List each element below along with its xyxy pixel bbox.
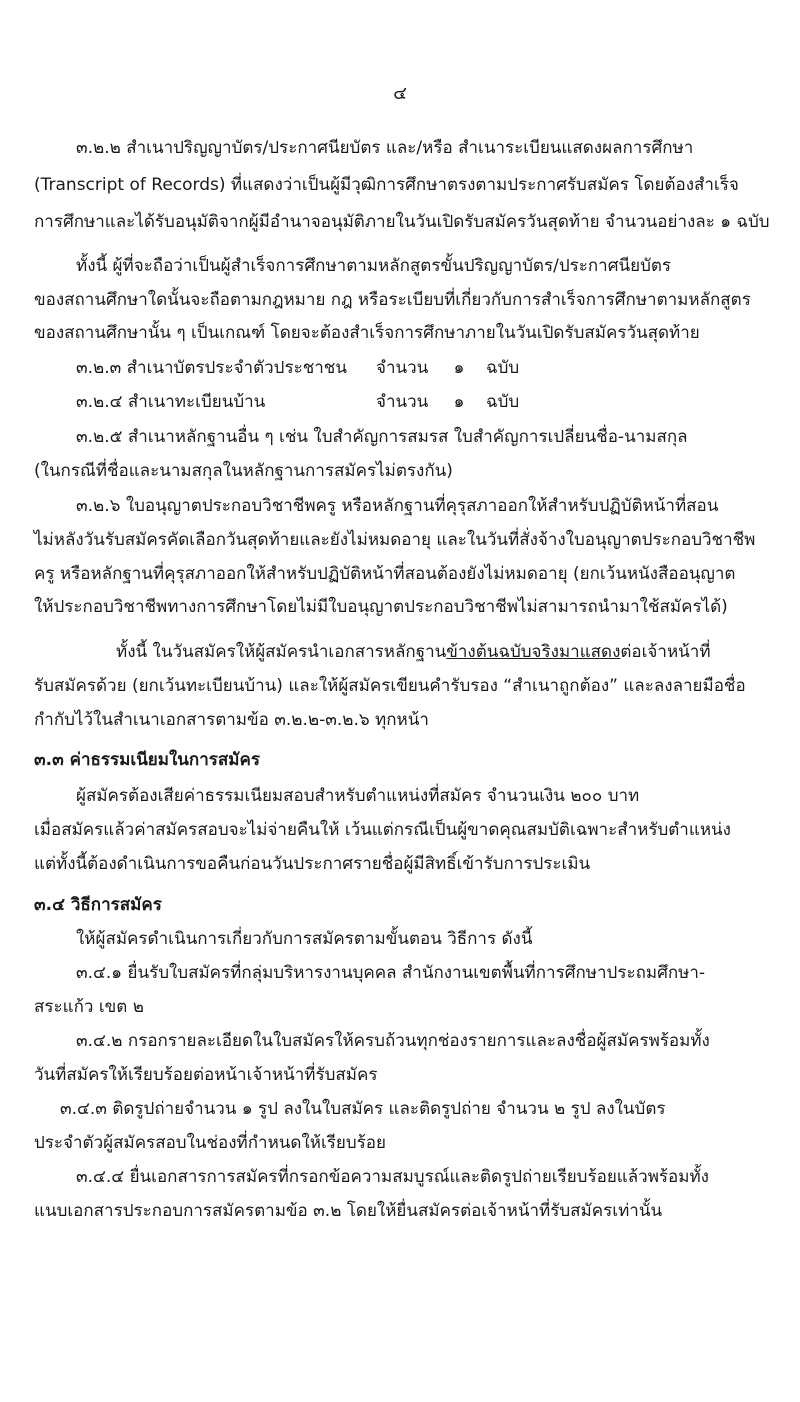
page-number: ๔: [393, 83, 407, 104]
sec-3-2-6-line-2: ไม่หลังวันรับสมัครคัดเลือกวันสุดท้ายและยังไม่หมดอายุ และในวันที่สั่งจ้างใบอนุญาตประกอบวิชาชีพ: [34, 530, 756, 550]
sec-3-2-2-line-2: (Transcript of Records) ที่แสดงว่าเป็นผู้มีวุฒิการศึกษาตรงตามประกาศรับสมัคร โดยต้องสำเร็จ: [34, 175, 739, 195]
note-2-underlined: ข้างต้นฉบับจริงมาแสดง: [446, 642, 621, 662]
sec-3-2-3-unit: ฉบับ: [486, 358, 520, 378]
sec-3-4-4-line-2: แนบเอกสารประกอบการสมัครตามข้อ ๓.๒ โดยให้ยื่นสมัครต่อเจ้าหน้าที่รับสมัครเท่านั้น: [34, 1201, 663, 1221]
sec-3-3-heading: ๓.๓ ค่าธรรมเนียมในการสมัคร: [34, 750, 260, 770]
sec-3-2-5-line-1: ๓.๒.๕ สำเนาหลักฐานอื่น ๆ เช่น ใบสำคัญการสมรส ใบสำคัญการเปลี่ยนชื่อ-นามสกุล: [76, 427, 688, 447]
sec-3-2-4-num: ๑: [453, 392, 465, 412]
sec-3-3-line-2: เมื่อสมัครแล้วค่าสมัครสอบจะไม่จ่ายคืนให้ เว้นแต่กรณีเป็นผู้ขาดคุณสมบัติเฉพาะสำหรับตำแหน่ง: [34, 820, 731, 840]
note-2-line-1: [116, 640, 711, 664]
sec-3-4-heading: ๓.๔ วิธีการสมัคร: [34, 895, 162, 915]
sec-3-2-3-num: ๑: [453, 358, 465, 378]
sec-3-2-4-row: [76, 390, 519, 414]
sec-3-2-6-line-1: ๓.๒.๖ ใบอนุญาตประกอบวิชาชีพครู หรือหลักฐานที่คุรุสภาออกให้สำหรับปฏิบัติหน้าที่สอน: [76, 496, 719, 516]
sec-3-4-2-line-2: วันที่สมัครให้เรียบร้อยต่อหน้าเจ้าหน้าที่รับสมัคร: [34, 1065, 378, 1085]
note-1-line-2: ของสถานศึกษาใดนั้นจะถือตามกฎหมาย กฎ หรือระเบียบที่เกี่ยวกับการสำเร็จการศึกษาตามหลักสูตร: [34, 290, 751, 310]
sec-3-2-6-line-4: ให้ประกอบวิชาชีพทางการศึกษาโดยไม่มีใบอนุญาตประกอบวิชาชีพไม่สามารถนำมาใช้สมัครได้): [34, 597, 728, 617]
note-1-line-3: ของสถานศึกษานั้น ๆ เป็นเกณฑ์ โดยจะต้องสำเร็จการศึกษาภายในวันเปิดรับสมัครวันสุดท้าย: [34, 323, 700, 343]
sec-3-4-2-line-1: ๓.๔.๒ กรอกรายละเอียดในใบสมัครให้ครบถ้วนทุกช่องรายการและลงชื่อผู้สมัครพร้อมทั้ง: [76, 1031, 710, 1051]
sec-3-4-1-line-1: ๓.๔.๑ ยื่นรับใบสมัครที่กลุ่มบริหารงานบุคคล สำนักงานเขตพื้นที่การศึกษาประถมศึกษา-: [76, 963, 706, 983]
sec-3-4-intro: ให้ผู้สมัครดำเนินการเกี่ยวกับการสมัครตามขั้นตอน วิธีการ ดังนี้: [76, 929, 533, 949]
sec-3-2-2-line-1: ๓.๒.๒ สำเนาปริญญาบัตร/ประกาศนียบัตร และ/หรือ สำเนาระเบียนแสดงผลการศึกษา: [76, 138, 694, 158]
sec-3-3-line-3: แต่ทั้งนี้ต้องดำเนินการขอคืนก่อนวันประกาศรายชื่อผู้มีสิทธิ์เข้ารับการประเมิน: [34, 854, 591, 874]
sec-3-2-3-qty: จำนวน: [376, 358, 429, 378]
sec-3-4-3-line-2: ประจำตัวผู้สมัครสอบในช่องที่กำหนดให้เรียบร้อย: [34, 1133, 386, 1153]
note-1-line-1: ทั้งนี้ ผู้ที่จะถือว่าเป็นผู้สำเร็จการศึกษาตามหลักสูตรขั้นปริญญาบัตร/ประกาศนียบัตร: [76, 256, 672, 276]
note-2-line-2: รับสมัครด้วย (ยกเว้นทะเบียนบ้าน) และให้ผู้สมัครเขียนคำรับรอง “สำเนาถูกต้อง” และลงลายมือชื่อ: [34, 676, 746, 696]
sec-3-3-line-1: ผู้สมัครต้องเสียค่าธรรมเนียมสอบสำหรับตำแหน่งที่สมัคร จำนวนเงิน ๒๐๐ บาท: [76, 786, 640, 806]
sec-3-2-4-unit: ฉบับ: [486, 392, 520, 412]
note-2-line-1-a: ทั้งนี้ ในวันสมัครให้ผู้สมัครนำเอกสารหลักฐาน: [116, 642, 447, 662]
sec-3-2-3-row: [76, 356, 519, 380]
sec-3-2-3-item: ๓.๒.๓ สำเนาบัตรประจำตัวประชาชน: [76, 358, 347, 378]
note-2-line-3: กำกับไว้ในสำเนาเอกสารตามข้อ ๓.๒.๒-๓.๒.๖ ทุกหน้า: [34, 710, 429, 730]
note-2-line-1-b: ต่อเจ้าหน้าที่: [620, 642, 711, 662]
sec-3-2-4-qty: จำนวน: [376, 392, 429, 412]
sec-3-2-6-line-3: ครู หรือหลักฐานที่คุรุสภาออกให้สำหรับปฏิบัติหน้าที่สอนต้องยังไม่หมดอายุ (ยกเว้นหนังสืออนุญาต: [34, 564, 736, 584]
sec-3-4-3-line-1: ๓.๔.๓ ติดรูปถ่ายจำนวน ๑ รูป ลงในใบสมัคร และติดรูปถ่าย จำนวน ๒ รูป ลงในบัตร: [60, 1099, 666, 1119]
sec-3-2-2-line-3: การศึกษาและได้รับอนุมัติจากผู้มีอำนาจอนุมัติภายในวันเปิดรับสมัครวันสุดท้าย จำนวนอย่างละ ๑ ฉบับ: [34, 212, 770, 232]
sec-3-4-1-line-2: สระแก้ว เขต ๒: [34, 997, 144, 1017]
sec-3-2-4-item: ๓.๒.๔ สำเนาทะเบียนบ้าน: [76, 392, 266, 412]
sec-3-4-4-line-1: ๓.๔.๔ ยื่นเอกสารการสมัครที่กรอกข้อความสมบูรณ์และติดรูปถ่ายเรียบร้อยแล้วพร้อมทั้ง: [76, 1167, 709, 1187]
sec-3-2-5-line-2: (ในกรณีที่ชื่อและนามสกุลในหลักฐานการสมัครไม่ตรงกัน): [34, 461, 453, 481]
